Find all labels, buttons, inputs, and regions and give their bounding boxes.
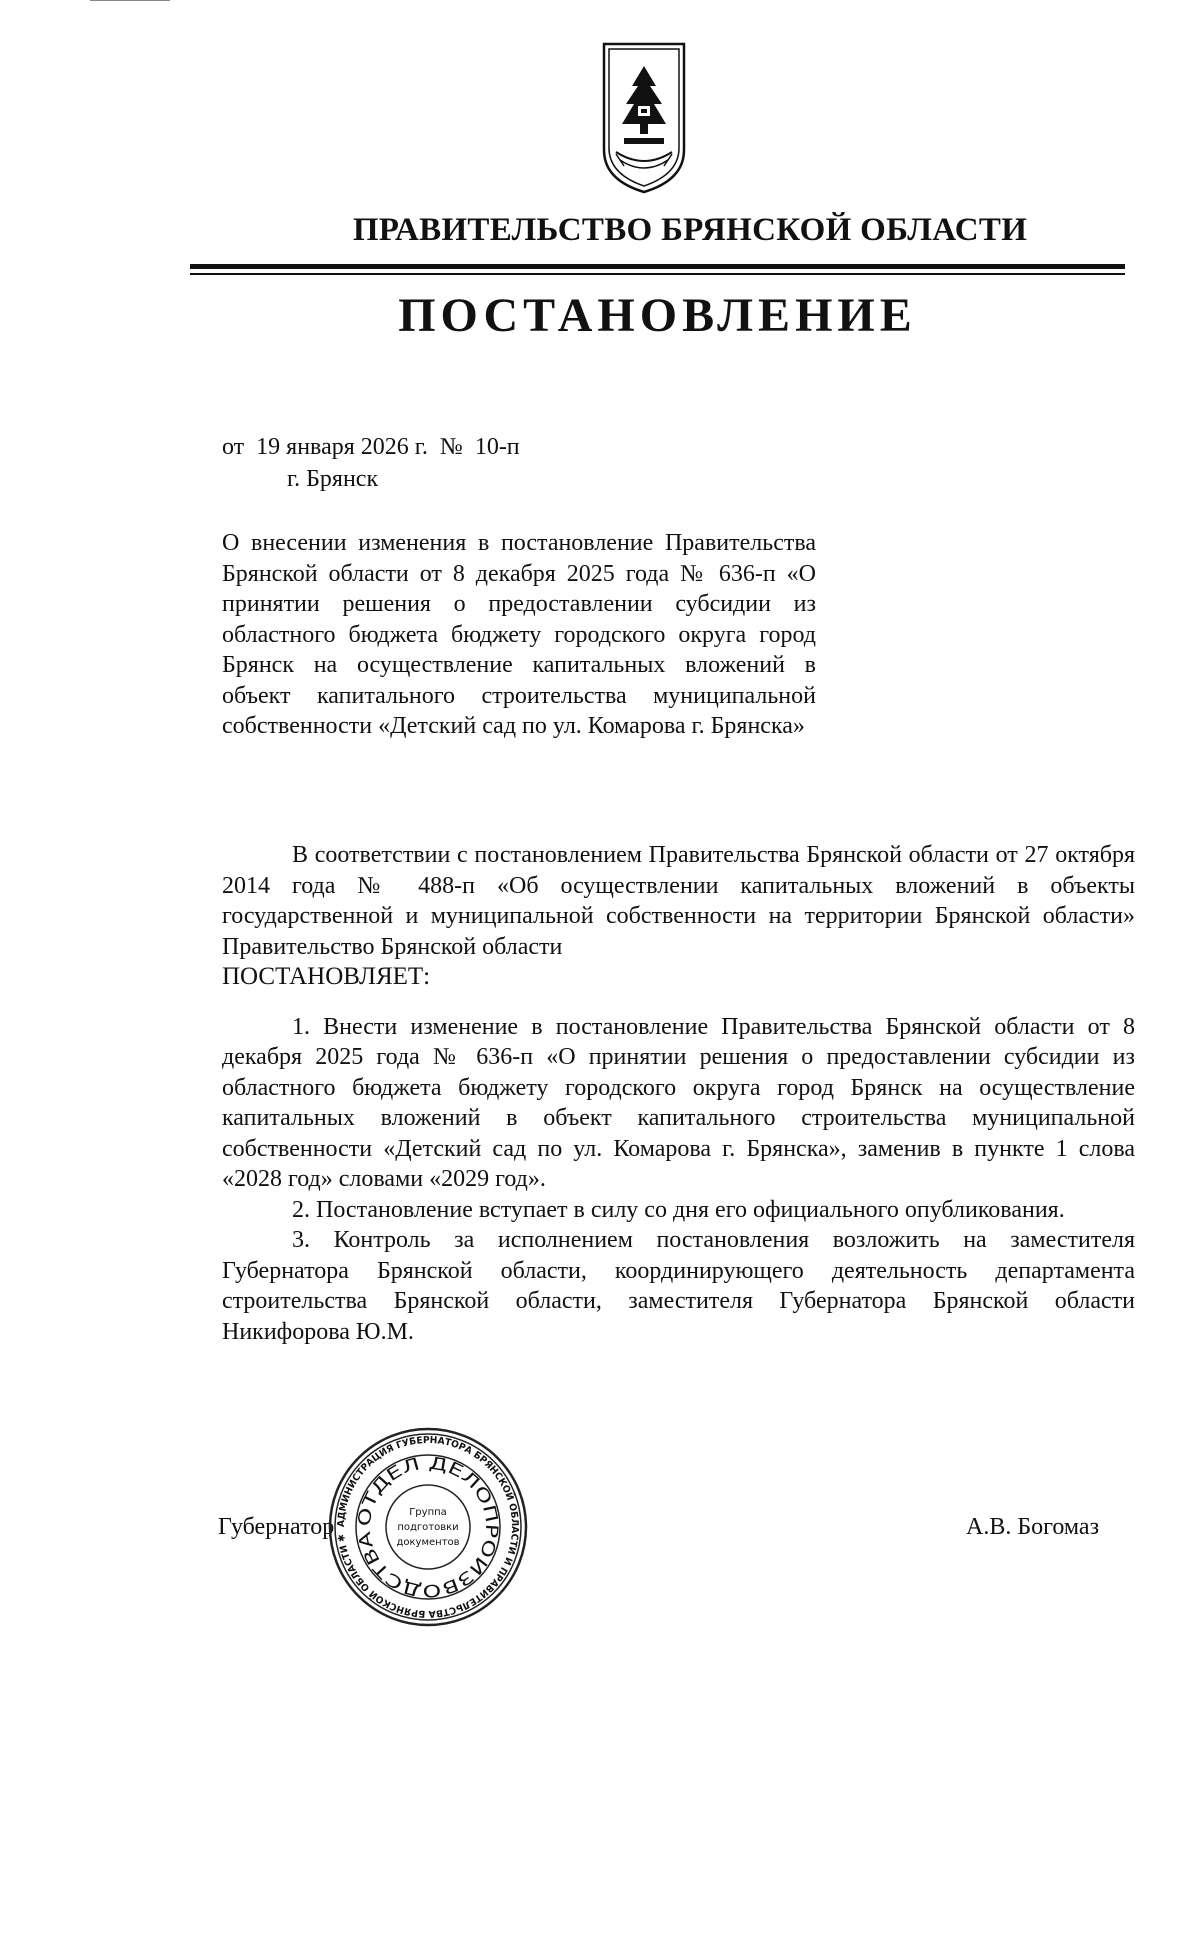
signatory-title: Губернатор	[218, 1514, 335, 1540]
stamp-outer-text: АДМИНИСТРАЦИЯ ГУБЕРНАТОРА БРЯНСКОЙ ОБЛАСТИ И ПРАВИТЕЛЬСТВА БРЯНСКОЙ ОБЛАСТИ ✱	[335, 1434, 521, 1620]
organization-title: ПРАВИТЕЛЬСТВО БРЯНСКОЙ ОБЛАСТИ	[352, 212, 1028, 248]
header-rule-thin	[190, 273, 1125, 275]
document-type-title: ПОСТАНОВЛЕНИЕ	[398, 289, 917, 342]
resolves-heading: ПОСТАНОВЛЯЕТ:	[222, 963, 431, 990]
body-item: 2. Постановление вступает в силу со дня его официального опубликования.	[292, 1196, 1065, 1223]
header-rule-thick	[190, 264, 1125, 269]
official-stamp	[323, 1427, 533, 1627]
bryansk-coat-of-arms-icon	[602, 42, 686, 194]
document-city: г. Брянск	[287, 466, 379, 492]
document-number: 10-п	[474, 434, 520, 460]
signatory-name: А.В. Богомаз	[966, 1514, 1100, 1540]
scan-edge-mark	[90, 0, 170, 1]
stamp-center-line: Группа	[409, 1507, 447, 1518]
document-date-line	[222, 434, 526, 461]
body-item: 1. Внести изменение в постановление Правительства Брянской области от 8 декабря 2025 года № 636-п «О принятии решения о предоставлении субсидии из областного бюджета бюджету городского округа город Брянск на осуществление капитальных вложений в объект капитального строительства муниципальной собственности «Детский сад по ул. Комарова г. Брянска», заменив в пункте 1 слова «2028 год» словами «2029 год».	[222, 1013, 1135, 1192]
document-body	[222, 840, 1135, 1347]
stamp-center-line: документов	[396, 1537, 460, 1548]
document-subject: О внесении изменения в постановление Правительства Брянской области от 8 декабря 2025 года № 636-п «О принятии решения о предоставлении субсидии из областного бюджета бюджету городского округа город Брянск на осуществление капитальных вложений в объект капитального строительства муниципальной собственности «Детский сад по ул. Комарова г. Брянска»	[222, 530, 816, 739]
stamp-center-line: подготовки	[397, 1522, 459, 1533]
preamble-paragraph: В соответствии с постановлением Правительства Брянской области от 27 октября 2014 года № 488-п «Об осуществлении капитальных вложений в объекты государственной и муниципальной собственности на территории Брянской области» Правительство Брянской области	[222, 842, 1135, 960]
body-item: 3. Контроль за исполнением постановления возложить на заместителя Губернатора Брянской области, координирующего деятельность департамента строительства Брянской области, заместителя Губернатора Брянской области Никифорова Ю.М.	[222, 1227, 1135, 1345]
document-date: 19 января 2026 г.	[256, 434, 428, 460]
date-prefix: от	[222, 434, 245, 460]
number-sign: №	[439, 434, 463, 460]
stamp-ring-text: ОТДЕЛ ДЕЛОПРОИЗВОДСТВА	[354, 1453, 502, 1601]
